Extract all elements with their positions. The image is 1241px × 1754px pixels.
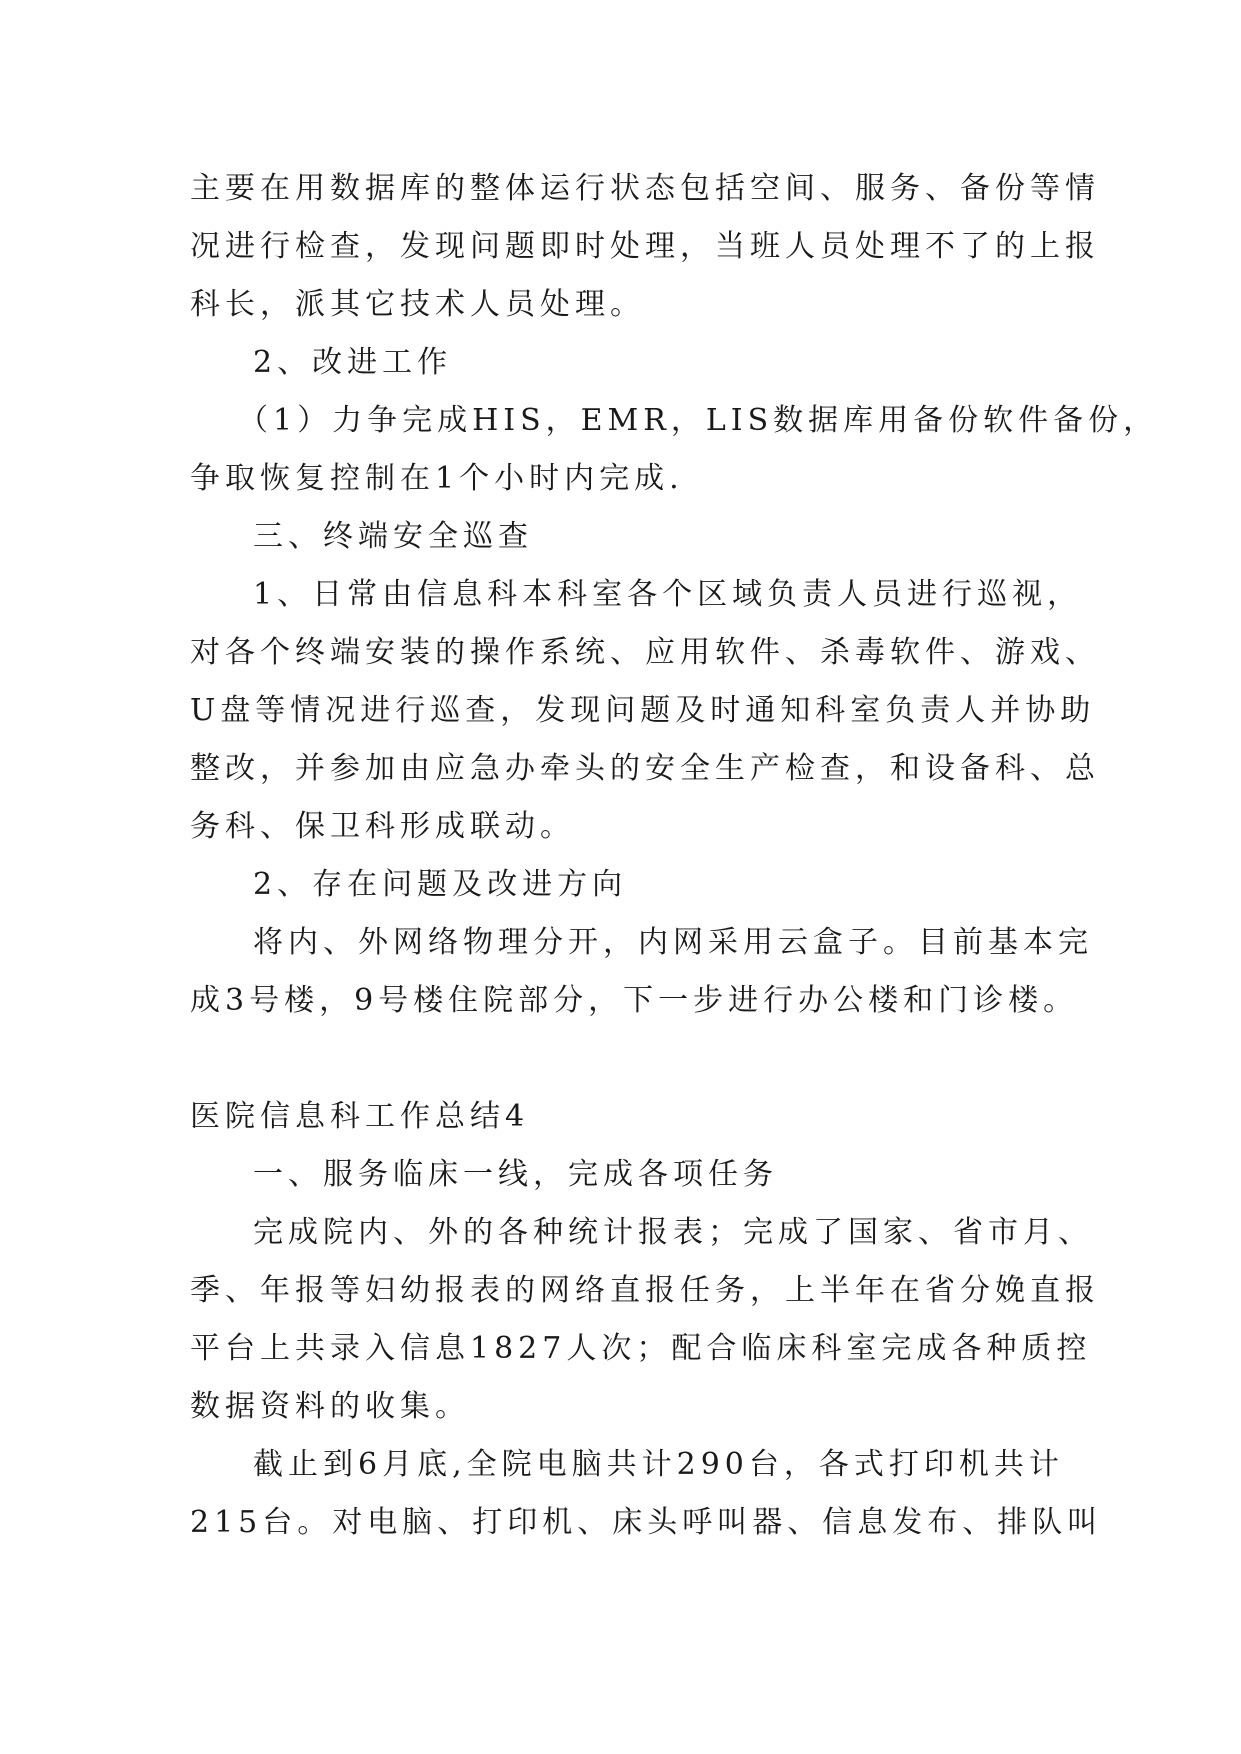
paragraph-line: 数据资料的收集。 (190, 1389, 470, 1424)
section-heading: 一、服务临床一线，完成各项任务 (253, 1157, 778, 1192)
paragraph-line: 完成院内、外的各种统计报表；完成了国家、省市月、 (253, 1215, 1093, 1250)
paragraph-line: 将内、外网络物理分开，内网采用云盒子。目前基本完 (253, 925, 1093, 960)
paragraph-line: 成3号楼，9号楼住院部分，下一步进行办公楼和门诊楼。 (190, 983, 1079, 1018)
paragraph-line: （1）力争完成HIS，EMR，LIS数据库用备份软件备份， (238, 403, 1159, 438)
paragraph-line: 务科、保卫科形成联动。 (190, 809, 575, 844)
paragraph-line: 主要在用数据库的整体运行状态包括空间、服务、备份等情 (190, 171, 1100, 206)
paragraph-line: U盘等情况进行巡查，发现问题及时通知科室负责人并协助 (190, 693, 1096, 728)
section-heading: 2、改进工作 (253, 345, 453, 380)
paragraph-line: 况进行检查，发现问题即时处理，当班人员处理不了的上报 (190, 229, 1100, 264)
blank-gap (190, 1030, 1060, 1088)
paragraph-line: 对各个终端安装的操作系统、应用软件、杀毒软件、游戏、 (190, 635, 1100, 670)
paragraph-line: 争取恢复控制在1个小时内完成. (190, 461, 684, 496)
paragraph-line: 截止到6月底,全院电脑共计290台，各式打印机共计 (253, 1447, 1064, 1482)
paragraph-line: 科长，派其它技术人员处理。 (190, 287, 645, 322)
paragraph-line: 1、日常由信息科本科室各个区域负责人员进行巡视， (253, 577, 1083, 612)
paragraph-line: 季、年报等妇幼报表的网络直报任务，上半年在省分娩直报 (190, 1273, 1100, 1308)
section-heading: 三、终端安全巡查 (253, 519, 533, 554)
paragraph-line: 215台。对电脑、打印机、床头呼叫器、信息发布、排队叫 (190, 1505, 1103, 1540)
paragraph-line: 平台上共录入信息1827人次；配合临床科室完成各种质控 (190, 1331, 1092, 1366)
document-body (190, 160, 1159, 1552)
section-heading: 2、存在问题及改进方向 (253, 867, 628, 902)
document-title: 医院信息科工作总结4 (190, 1099, 530, 1134)
paragraph-line: 整改，并参加由应急办牵头的安全生产检查，和设备科、总 (190, 751, 1100, 786)
